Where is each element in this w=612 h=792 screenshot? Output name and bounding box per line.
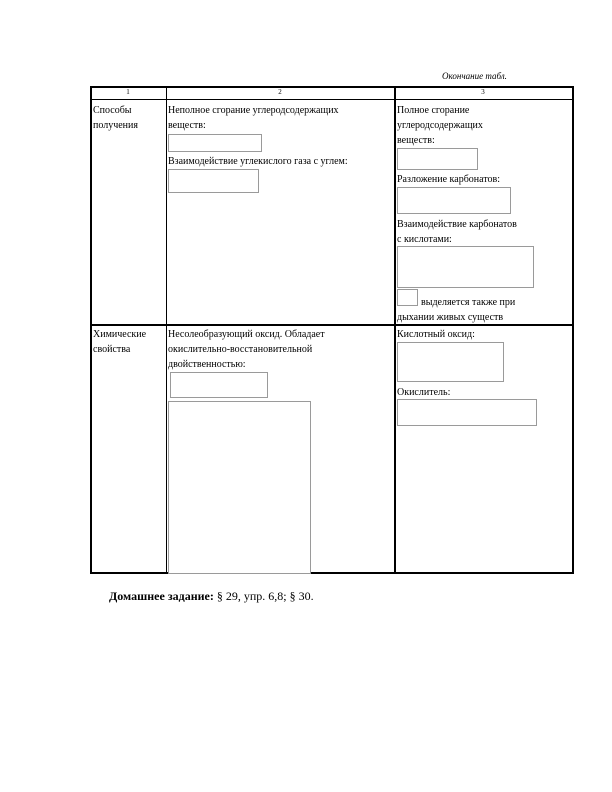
header-bottom-border bbox=[90, 99, 574, 100]
row1-col3-item3-line2: с кислотами: bbox=[397, 234, 452, 245]
row1-col3-item4-line2: дыхании живых существ bbox=[397, 312, 504, 323]
row1-col3-item1-line1: Полное сгорание bbox=[397, 105, 470, 116]
homework-line bbox=[109, 589, 314, 604]
answer-box-carbonate-with-acids[interactable] bbox=[397, 246, 534, 288]
row1-label-line2: получения bbox=[93, 120, 138, 131]
row1-col3-item1-line3: веществ: bbox=[397, 135, 435, 146]
column-number-3: 3 bbox=[481, 88, 485, 96]
table-bottom-border bbox=[90, 572, 574, 574]
row2-col2-item1-line3: двойственностью: bbox=[168, 359, 246, 370]
row2-col3-item2: Окислитель: bbox=[397, 387, 451, 398]
homework-text: § 29, упр. 6,8; § 30. bbox=[213, 589, 314, 603]
row1-col2-item2: Взаимодействие углекислого газа с углем: bbox=[168, 156, 348, 167]
row2-label-line2: свойства bbox=[93, 344, 131, 355]
answer-box-carbonate-decomposition[interactable] bbox=[397, 187, 511, 214]
answer-box-incomplete-combustion[interactable] bbox=[168, 134, 262, 152]
col1-col2-border bbox=[166, 86, 167, 574]
row1-col2-item1-line1: Неполное сгорание углеродсодержащих bbox=[168, 105, 339, 116]
row2-col2-item1-line1: Несолеобразующий оксид. Обладает bbox=[168, 329, 325, 340]
table-continuation-caption: Окончание табл. bbox=[442, 71, 507, 81]
answer-box-acidic-oxide[interactable] bbox=[397, 342, 504, 382]
table-right-border bbox=[572, 86, 574, 574]
table-top-border bbox=[90, 86, 574, 88]
row1-col3-item4-line1: выделяется также при bbox=[421, 297, 516, 308]
answer-box-complete-combustion[interactable] bbox=[397, 148, 478, 170]
column-number-2: 2 bbox=[278, 88, 282, 96]
row1-col2-item1-line2: веществ: bbox=[168, 120, 206, 131]
row2-col2-item1-line2: окислительно-восстановительной bbox=[168, 344, 313, 355]
col2-col3-border bbox=[394, 86, 396, 574]
row1-col3-item1-line2: углеродсодержащих bbox=[397, 120, 483, 131]
row2-col3-item1: Кислотный оксид: bbox=[397, 329, 475, 340]
answer-box-small-formula[interactable] bbox=[397, 289, 418, 306]
row1-col3-item2: Разложение карбонатов: bbox=[397, 174, 501, 185]
row1-label-line1: Способы bbox=[93, 105, 132, 116]
answer-box-oxidizer[interactable] bbox=[397, 399, 537, 426]
row2-label-line1: Химические bbox=[93, 329, 147, 340]
table-left-border bbox=[90, 86, 92, 574]
row1-col3-item3-line1: Взаимодействие карбонатов bbox=[397, 219, 517, 230]
answer-box-co2-with-carbon[interactable] bbox=[168, 169, 259, 193]
column-number-1: 1 bbox=[126, 88, 130, 96]
answer-box-redox-duality[interactable] bbox=[170, 372, 268, 398]
homework-label: Домашнее задание: bbox=[109, 589, 214, 603]
answer-box-large-area[interactable] bbox=[168, 401, 311, 574]
